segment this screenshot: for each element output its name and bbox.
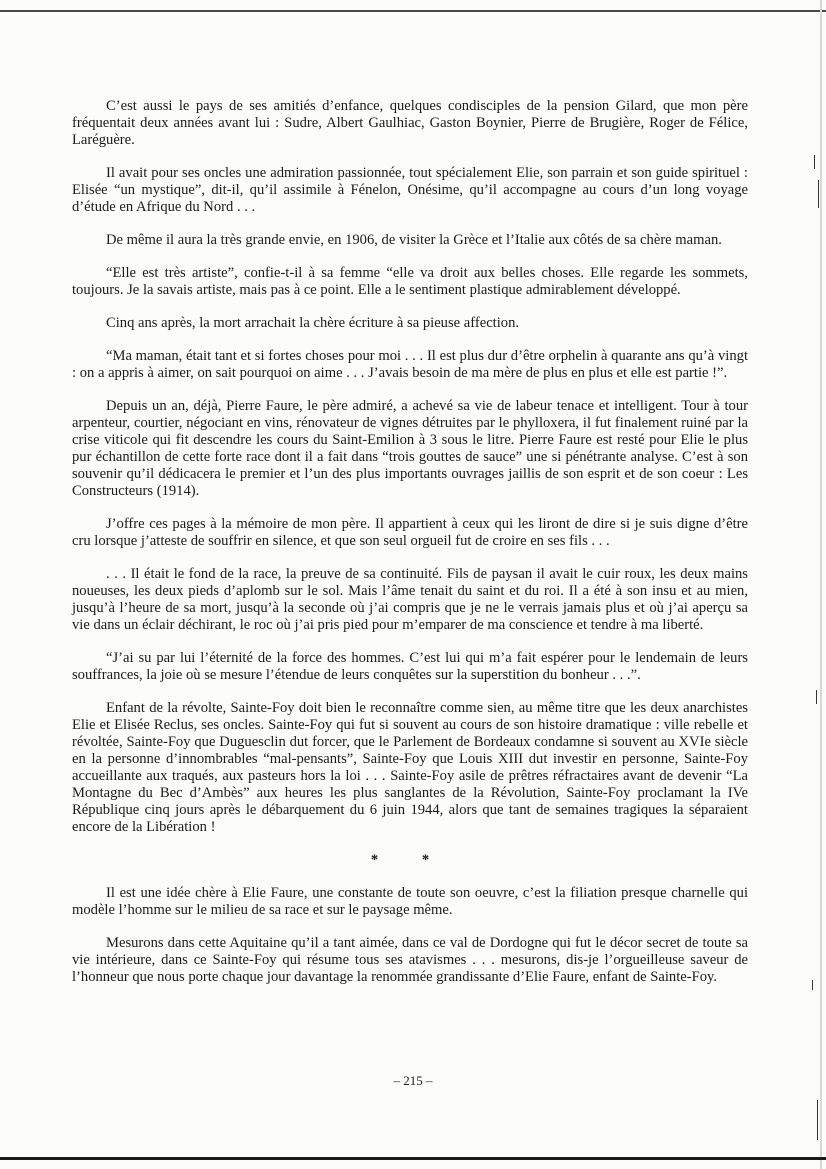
paragraph: J’offre ces pages à la mémoire de mon père. Il appartient à ceux qui les liront de dire si je suis digne d’être cru lorsque j’atteste de souffrir en silence, et que son seul orgueil fut de croire en ses fils . . .: [72, 516, 748, 549]
margin-mark: [812, 980, 813, 990]
paragraph: C’est aussi le pays de ses amitiés d’enfance, quelques condisciples de la pension Gilard, que mon père fréquentait deux années avant lui : Sudre, Albert Gaulhiac, Gaston Boynier, Pierre de Brugière, Roger de Félice, Laréguère.: [72, 98, 748, 148]
paragraph: “J’ai su par lui l’éternité de la force des hommes. C’est lui qui m’a fait espérer pour le lendemain de leurs souffrances, la joie où se mesure l’étendue de leurs conquêtes sur la superstition du bonheur . . .”.: [72, 650, 748, 683]
section-separator: * *: [370, 852, 450, 868]
scan-edge-right: [820, 0, 822, 1169]
scan-edge-bottom: [0, 1157, 826, 1160]
scan-edge-top: [0, 10, 826, 12]
paragraph: Mesurons dans cette Aquitaine qu’il a tant aimée, dans ce val de Dordogne qui fut le décor secret de toute sa vie intérieure, dans ce Sainte-Foy qui résume tous ses atavismes . . . mesurons, dis-je l’orgueilleuse saveur de l’honneur que nous porte chaque jour davantage la renommée grandissante d’Elie Faure, enfant de Sainte-Foy.: [72, 935, 748, 985]
body-text: [72, 98, 748, 1002]
margin-mark: [818, 180, 819, 208]
paragraph: Il est une idée chère à Elie Faure, une constante de toute son oeuvre, c’est la filiation presque charnelle qui modèle l’homme sur le milieu de sa race et sur le paysage même.: [72, 885, 748, 918]
paragraph: Depuis un an, déjà, Pierre Faure, le père admiré, a achevé sa vie de labeur tenace et intelligent. Tour à tour arpenteur, courtier, négociant en vins, rénovateur de vignes détruites par le phylloxera, il fut finalement ruiné par la crise viticole qui fit descendre les cours du Saint-Emilion à 3 sous le litre. Pierre Faure est resté pour Elie le plus pur échantillon de cette forte race dont il a fait dans “trois gouttes de sauce” une si pénétrante analyse. C’est à son souvenir qu’il dédicacera le premier et l’un des plus importants ouvrages jaillis de son esprit et de son coeur : Les Constructeurs (1914).: [72, 398, 748, 499]
margin-mark: [816, 690, 817, 704]
margin-mark: [817, 1100, 818, 1140]
paragraph: De même il aura la très grande envie, en 1906, de visiter la Grèce et l’Italie aux côtés de sa chère maman.: [106, 232, 722, 248]
paragraph: “Elle est très artiste”, confie-t-il à sa femme “elle va droit aux belles choses. Elle regarde les sommets, toujours. Je la savais artiste, mais pas à ce point. Elle a le sentiment plastique admirablement développé.: [72, 265, 748, 298]
margin-mark: [814, 155, 815, 169]
paragraph: Cinq ans après, la mort arrachait la chère écriture à sa pieuse affection.: [106, 315, 520, 331]
paragraph: . . . Il était le fond de la race, la preuve de sa continuité. Fils de paysan il avait le cuir roux, les deux mains noueuses, les deux pieds d’aplomb sur le sol. Mais l’âme tenait du saint et du roi. Il a été à son insu et au mien, jusqu’à l’heure de sa mort, jusqu’à la seconde où j’ai compris que je ne le verrais jamais plus et où j’ai aperçu sa vie dans un éclair déchirant, le roc où j’ai pris pied pour m’emparer de ma conscience et tendre à ma liberté.: [72, 566, 748, 633]
paragraph: Enfant de la révolte, Sainte-Foy doit bien le reconnaître comme sien, au même titre que les deux anarchistes Elie et Elisée Reclus, ses oncles. Sainte-Foy qui fut si souvent au cours de son histoire dramatique : ville rebelle et révoltée, Sainte-Foy que Duguesclin dut forcer, que le Parlement de Bordeaux condamne si souvent au XVIe siècle en la personne d’innombrables “mal-pensants”, Sainte-Foy que Louis XIII dut investir en personne, Sainte-Foy accueillante aux traqués, aux pasteurs hors la loi . . . Sainte-Foy asile de prêtres réfractaires avant de devenir “La Montagne du Bec d’Ambès” aux heures les plus sanglantes de la Révolution, Sainte-Foy proclamant la IVe République cinq jours après le débarquement du 6 juin 1944, alors que tant de semaines tragiques la séparaient encore de la Libération !: [72, 700, 748, 835]
paragraph: Il avait pour ses oncles une admiration passionnée, tout spécialement Elie, son parrain et son guide spirituel : Elisée “un mystique”, dit-il, qu’il assimile à Fénelon, Onésime, qu’il accompagne au cours d’un long voyage d’étude en Afrique du Nord . . .: [72, 165, 748, 215]
page-number: – 215 –: [393, 1073, 433, 1088]
paragraph: “Ma maman, était tant et si fortes choses pour moi . . . Il est plus dur d’être orphelin à quarante ans qu’à vingt : on a appris à aimer, on sait pourquoi on aime . . . J’avais besoin de ma mère de plus en plus et elle est partie !”.: [72, 348, 748, 381]
